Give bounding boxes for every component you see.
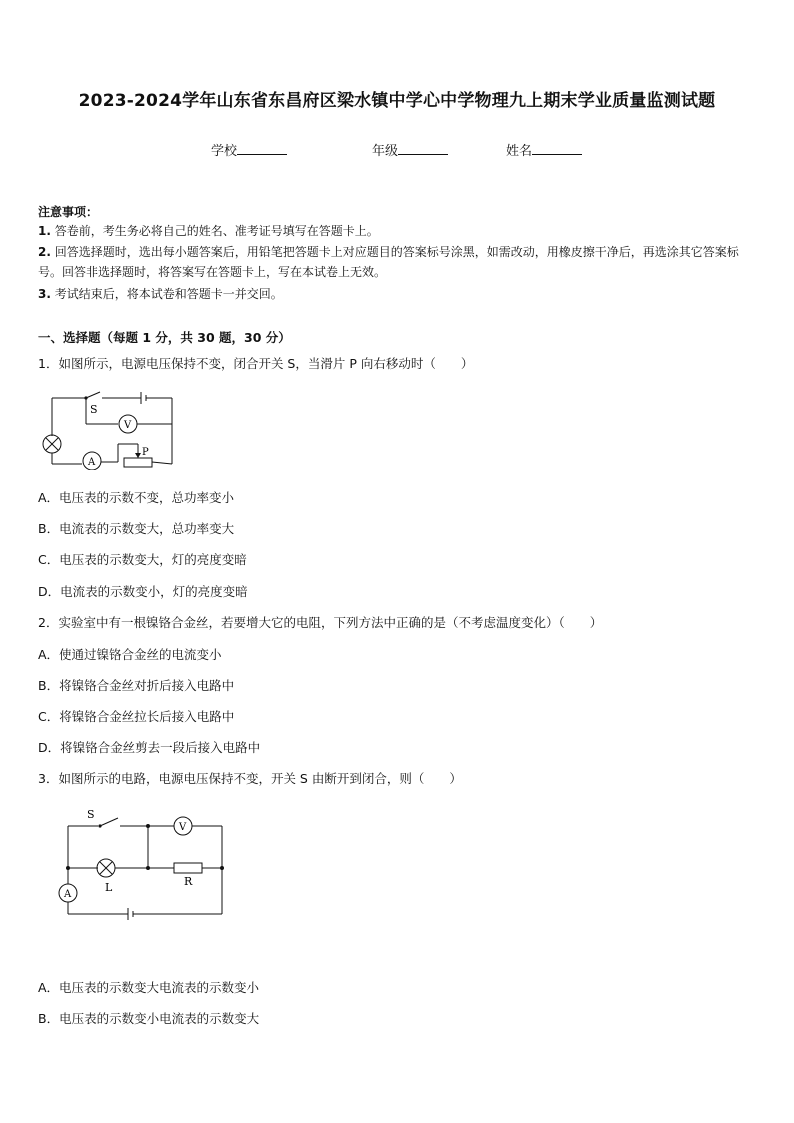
- notice-item-1: 1. 答卷前，考生务必将自己的姓名、准考证号填写在答题卡上。: [38, 224, 379, 238]
- q3-switch-label: S: [87, 808, 95, 821]
- section-heading: 一、选择题（每题 1 分，共 30 题，30 分）: [38, 330, 291, 345]
- name-field[interactable]: 姓名: [506, 140, 582, 159]
- question-3-option-a[interactable]: A．电压表的示数变大电流表的示数变小: [38, 980, 260, 995]
- notice-heading: 注意事项：: [38, 205, 99, 219]
- question-1-option-d[interactable]: D．电流表的示数变小，灯的亮度变暗: [38, 584, 248, 599]
- grade-field[interactable]: 年级: [372, 140, 448, 159]
- question-1-option-a[interactable]: A．电压表的示数不变，总功率变小: [38, 490, 235, 505]
- q3-ammeter-label: A: [64, 889, 72, 900]
- question-2-option-c[interactable]: C．将镍铬合金丝拉长后接入电路中: [38, 709, 235, 724]
- q1-voltmeter-label: V: [124, 420, 132, 431]
- question-2-stem: 2．实验室中有一根镍铬合金丝，若要增大它的电阻，下列方法中正确的是（不考虑温度变化）（ ）: [38, 615, 603, 630]
- notice-item-3: 3. 考试结束后，将本试卷和答题卡一并交回。: [38, 287, 283, 301]
- question-2-option-a[interactable]: A．使通过镍铬合金丝的电流变小: [38, 647, 222, 662]
- question-2-option-d[interactable]: D．将镍铬合金丝剪去一段后接入电路中: [38, 740, 261, 755]
- page-title: 2023-2024学年山东省东昌府区梁水镇中学心中学物理九上期末学业质量监测试题: [78, 91, 716, 111]
- question-1-option-b[interactable]: B．电流表的示数变大，总功率变大: [38, 521, 235, 536]
- q3-resistor-label: R: [184, 875, 193, 888]
- question-3-option-b[interactable]: B．电压表的示数变小电流表的示数变大: [38, 1011, 260, 1026]
- question-1-stem: 1．如图所示，电源电压保持不变，闭合开关 S，当滑片 P 向右移动时（ ）: [38, 356, 474, 371]
- q3-voltmeter-label: V: [179, 822, 187, 833]
- q1-switch-label: S: [90, 403, 98, 416]
- question-1-circuit-diagram: [38, 388, 178, 470]
- question-3-circuit-diagram: [48, 804, 228, 924]
- question-2-option-b[interactable]: B．将镍铬合金丝对折后接入电路中: [38, 678, 235, 693]
- school-field[interactable]: 学校: [211, 140, 287, 159]
- q1-ammeter-label: A: [88, 457, 96, 468]
- notice-item-2: 2. 回答选择题时，选出每小题答案后，用铅笔把答题卡上对应题目的答案标号涂黑，如需改动，用橡皮擦干净后，再选涂其它答案标号。回答非选择题时，将答案写在答题卡上，写在本试卷上无效。: [38, 245, 739, 279]
- q3-lamp-label: L: [105, 881, 113, 894]
- question-1-option-c[interactable]: C．电压表的示数变大，灯的亮度变暗: [38, 552, 247, 567]
- question-3-stem: 3．如图所示的电路，电源电压保持不变，开关 S 由断开到闭合，则（ ）: [38, 771, 462, 786]
- q1-slider-label: P: [142, 447, 149, 458]
